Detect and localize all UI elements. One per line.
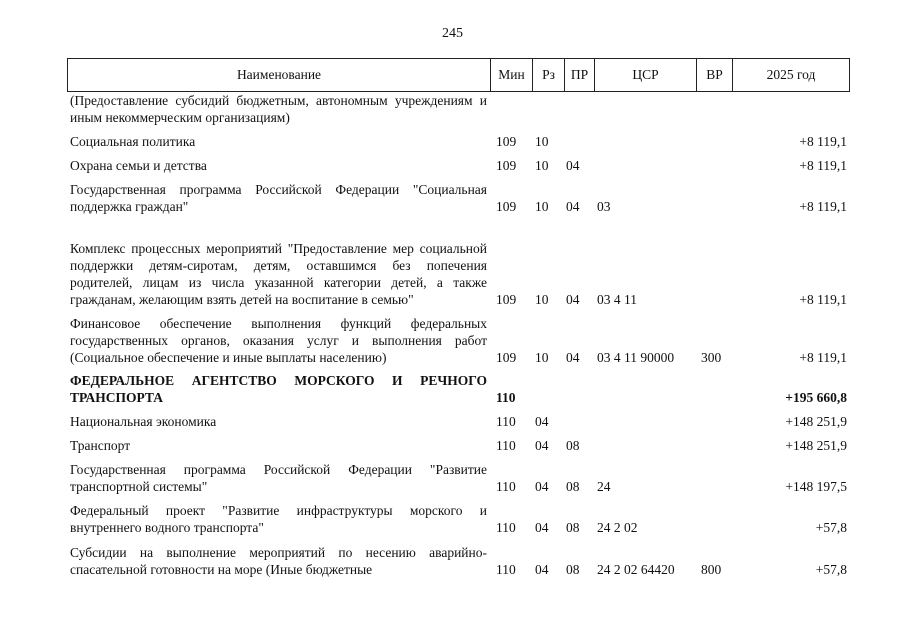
- row-pr: 08: [566, 562, 580, 577]
- row-min: 110: [496, 479, 516, 494]
- row-amount: +57,8: [815, 562, 847, 577]
- row-min: 109: [496, 199, 517, 214]
- row-pr: 04: [566, 292, 580, 307]
- row-name: (Предоставление субсидий бюджетным, автономным учреждениям и иным некоммерческим организациям): [70, 93, 487, 125]
- row-name: Национальная экономика: [70, 414, 217, 429]
- row-amount: +148 251,9: [785, 438, 847, 453]
- row-name: Государственная программа Российской Федерации "Развитие транспортной системы": [70, 462, 487, 494]
- header-min: Мин: [490, 59, 532, 91]
- row-vr: 800: [701, 562, 722, 577]
- row-name: Транспорт: [70, 438, 131, 453]
- row-amount: +195 660,8: [785, 390, 847, 405]
- row-pr: 04: [566, 199, 580, 214]
- row-csr: 03 4 11: [597, 292, 637, 307]
- row-min: 110: [496, 562, 516, 577]
- row-name: Субсидии на выполнение мероприятий по несению аварийно-спасательной готовности на море (Иные бюджетные: [70, 545, 487, 577]
- header-vr: ВР: [696, 59, 732, 91]
- row-pr: 08: [566, 520, 580, 535]
- page-number: 245: [442, 26, 463, 41]
- row-rz: 04: [535, 562, 549, 577]
- row-amount: +148 197,5: [785, 479, 847, 494]
- header-csr: ЦСР: [594, 59, 696, 91]
- row-min: 109: [496, 134, 517, 149]
- header-year: 2025 год: [732, 59, 849, 91]
- row-amount: +8 119,1: [799, 292, 847, 307]
- row-rz: 04: [535, 414, 549, 429]
- row-min: 109: [496, 158, 517, 173]
- header-pr: ПР: [564, 59, 594, 91]
- row-csr: 03: [597, 199, 611, 214]
- row-amount: +8 119,1: [799, 199, 847, 214]
- row-pr: 04: [566, 158, 580, 173]
- row-amount: +8 119,1: [799, 158, 847, 173]
- row-rz: 10: [535, 292, 549, 307]
- row-vr: 300: [701, 350, 722, 365]
- row-min: 110: [496, 438, 516, 453]
- row-name: Государственная программа Российской Федерации "Социальная поддержка граждан": [70, 182, 487, 214]
- row-amount: +8 119,1: [799, 350, 847, 365]
- row-amount: +57,8: [815, 520, 847, 535]
- row-name: Федеральный проект "Развитие инфраструктуры морского и внутреннего водного транспорта": [70, 503, 487, 535]
- row-csr: 24 2 02: [597, 520, 638, 535]
- row-rz: 04: [535, 479, 549, 494]
- row-rz: 10: [535, 134, 549, 149]
- row-name: Финансовое обеспечение выполнения функций федеральных государственных органов, оказания услуг и выполнения работ (Социальное обеспечение и иные выплаты населению): [70, 316, 487, 365]
- row-csr: 03 4 11 90000: [597, 350, 675, 365]
- header-name: Наименование: [236, 67, 322, 82]
- row-csr: 24 2 02 64420: [597, 562, 675, 577]
- row-pr: 08: [566, 479, 580, 494]
- row-min: 109: [496, 292, 517, 307]
- row-rz: 10: [535, 158, 549, 173]
- row-name: Социальная политика: [70, 134, 196, 149]
- row-csr: 24: [597, 479, 611, 494]
- row-rz: 10: [535, 350, 549, 365]
- row-pr: 08: [566, 438, 580, 453]
- row-rz: 10: [535, 199, 549, 214]
- row-rz: 04: [535, 438, 549, 453]
- row-min: 110: [496, 520, 516, 535]
- header-rz: Рз: [532, 59, 564, 91]
- row-pr: 04: [566, 350, 580, 365]
- row-name: Охрана семьи и детства: [70, 158, 207, 173]
- row-amount: +8 119,1: [799, 134, 847, 149]
- row-name: Комплекс процессных мероприятий "Предоставление мер социальной поддержки детям-сиротам, детям, оставшимся без попечения родителей, лицам из числа указанной категории детей, а также гражданам, желающим взять детей на воспитание в семью": [70, 241, 487, 307]
- row-min: 110: [496, 414, 516, 429]
- row-rz: 04: [535, 520, 549, 535]
- row-amount: +148 251,9: [785, 414, 847, 429]
- row-min: 110: [496, 390, 516, 405]
- row-name: ФЕДЕРАЛЬНОЕ АГЕНТСТВО МОРСКОГО И РЕЧНОГО ТРАНСПОРТА: [70, 373, 487, 405]
- row-min: 109: [496, 350, 517, 365]
